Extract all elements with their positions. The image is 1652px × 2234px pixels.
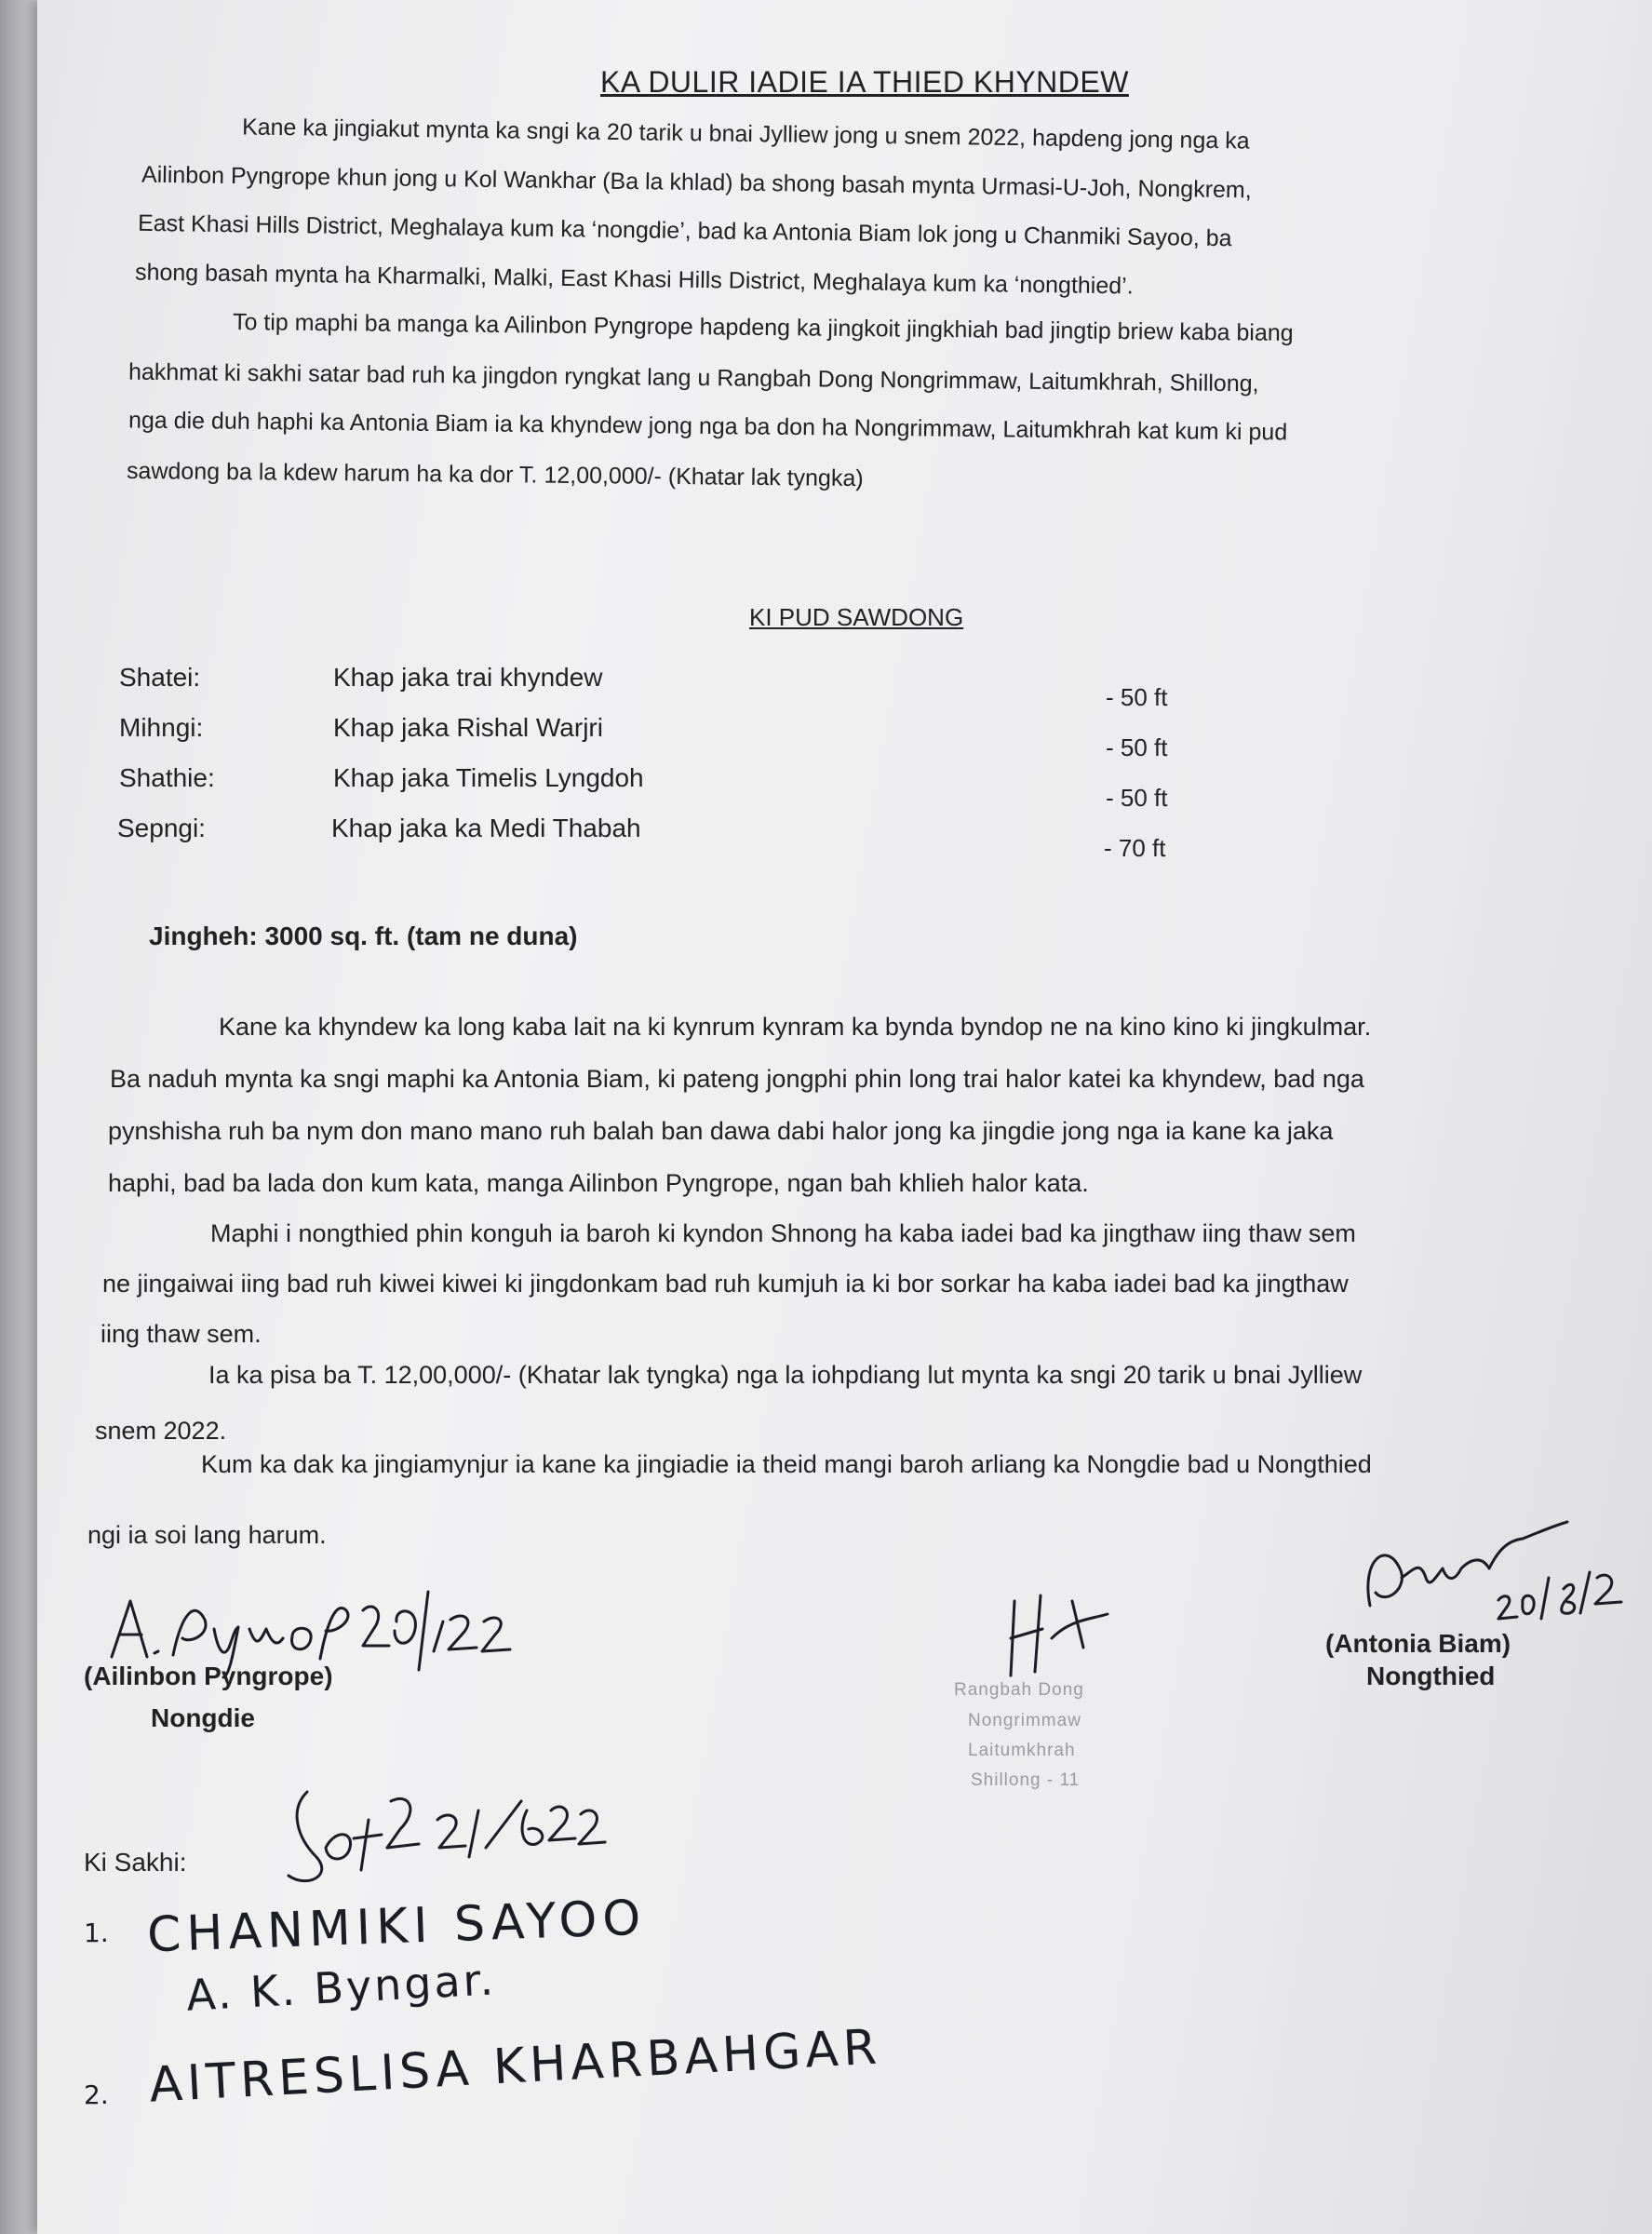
buyer-signature [1359,1503,1629,1624]
intro-line-2: Ailinbon Pyngrope khun jong u Kol Wankhar (Ba la khlad) ba shong basah mynta Urmasi-U-Joh, Nongkrem, [141,161,1252,204]
body-line: snem 2022. [95,1417,227,1445]
witnesses-label: Ki Sakhi: [84,1848,187,1877]
witness-number: 1. [84,1918,109,1948]
sale-line-4: sawdong ba la kdew harum ha ka dor T. 12,00,000/- (Khatar lak tyngka) [126,457,864,492]
boundary-description: Khap jaka ka Medi Thabah [331,814,641,842]
sale-line-2: hakhmat ki sakhi satar bad ruh ka jingdon ryngkat lang u Rangbah Dong Nongrimmaw, Laitumkhrah, Shillong, [128,358,1259,397]
body-line: haphi, bad ba lada don kum kata, manga Ailinbon Pyngrope, ngan bah khlieh halor kata. [108,1169,1089,1197]
body-line: Kum ka dak ka jingiamynjur ia kane ka jingiadie ia theid mangi baroh arliang ka Nongdie bad u Nongthied [201,1450,1372,1478]
sale-line-3: nga die duh haphi ka Antonia Biam ia ka khyndew jong nga ba don ha Nongrimmaw, Laitumkhrah kat kum ki pud [128,407,1288,446]
boundary-direction: Mihngi: [119,713,204,742]
rangbah-dong-signature [987,1582,1135,1685]
seller-role: Nongdie [151,1703,255,1732]
boundary-length: - 70 ft [1104,834,1166,862]
intro-line-3: East Khasi Hills District, Meghalaya kum ka ‘nongdie’, bad ka Antonia Biam lok jong u Chanmiki Sayoo, ba [137,209,1232,252]
intro-line-1: Kane ka jingiakut mynta ka sngi ka 20 tarik u bnai Jylliew jong u snem 2022, hapdeng jong nga ka [241,114,1250,155]
document-page [37,0,1652,2234]
boundary-direction: Sepngi: [117,814,206,842]
page-shadow-edge [0,0,37,2234]
document-title: KA DULIR IADIE IA THIED KHYNDEW [600,65,1129,99]
stamp-line: Nongrimmaw [968,1711,1081,1730]
body-line: Maphi i nongthied phin konguh ia baroh ki kyndon Shnong ha kaba iadei bad ka jingthaw iing thaw sem [210,1219,1356,1247]
boundaries-heading: KI PUD SAWDONG [749,603,964,631]
intro-line-4: shong basah mynta ha Kharmalki, Malki, East Khasi Hills District, Meghalaya kum ka ‘nongthied’. [134,259,1134,300]
body-line: Ia ka pisa ba T. 12,00,000/- (Khatar lak tyngka) nga la iohpdiang lut mynta ka sngi 20 tarik u bnai Jylliew [208,1361,1363,1389]
stamp-line: Rangbah Dong [954,1680,1084,1700]
boundary-direction: Shathie: [119,763,215,792]
boundary-description: Khap jaka trai khyndew [333,663,603,692]
witness-name: A. K. Byngar. [184,1954,498,2021]
buyer-role: Nongthied [1366,1662,1496,1690]
body-line: ne jingaiwai iing bad ruh kiwei kiwei ki jingdonkam bad ruh kumjuh ia ki bor sorkar ha kaba iadei bad ka jingthaw [102,1270,1349,1298]
witness-number: 2. [84,2079,109,2110]
stamp-line: Shillong - 11 [971,1770,1081,1790]
body-line: Ba naduh mynta ka sngi maphi ka Antonia Biam, ki pateng jongphi phin long trai halor katei ka khyndew, bad nga [110,1065,1364,1093]
stamp-line: Laitumkhrah [968,1741,1076,1760]
sale-line-1: To tip maphi ba manga ka Ailinbon Pyngrope hapdeng ka jingkoit jingkhiah bad jingtip briew kaba biang [232,309,1294,346]
land-area: Jingheh: 3000 sq. ft. (tam ne duna) [149,922,578,950]
buyer-name: (Antonia Biam) [1325,1629,1511,1658]
boundary-description: Khap jaka Rishal Warjri [333,713,603,742]
body-line: pynshisha ruh ba nym don mano mano ruh balah ban dawa dabi halor jong ka jingdie jong nga ia kane ka jaka [108,1117,1334,1145]
boundary-description: Khap jaka Timelis Lyngdoh [333,763,644,792]
boundary-length: - 50 ft [1106,784,1168,812]
body-line: ngi ia soi lang harum. [87,1521,327,1549]
boundary-length: - 50 ft [1106,683,1168,711]
body-line: Kane ka khyndew ka long kaba lait na ki kynrum kynram ka bynda byndop ne na kino kino ki jingkulmar. [219,1013,1372,1041]
witness-signature [279,1773,614,1894]
seller-name: (Ailinbon Pyngrope) [84,1662,333,1690]
boundary-direction: Shatei: [119,663,201,692]
witness-name: AITRESLISA KHARBAHGAR [147,2019,883,2114]
witness-name: CHANMIKI SAYOO [146,1890,648,1964]
body-line: iing thaw sem. [101,1320,262,1348]
boundary-length: - 50 ft [1106,733,1168,761]
